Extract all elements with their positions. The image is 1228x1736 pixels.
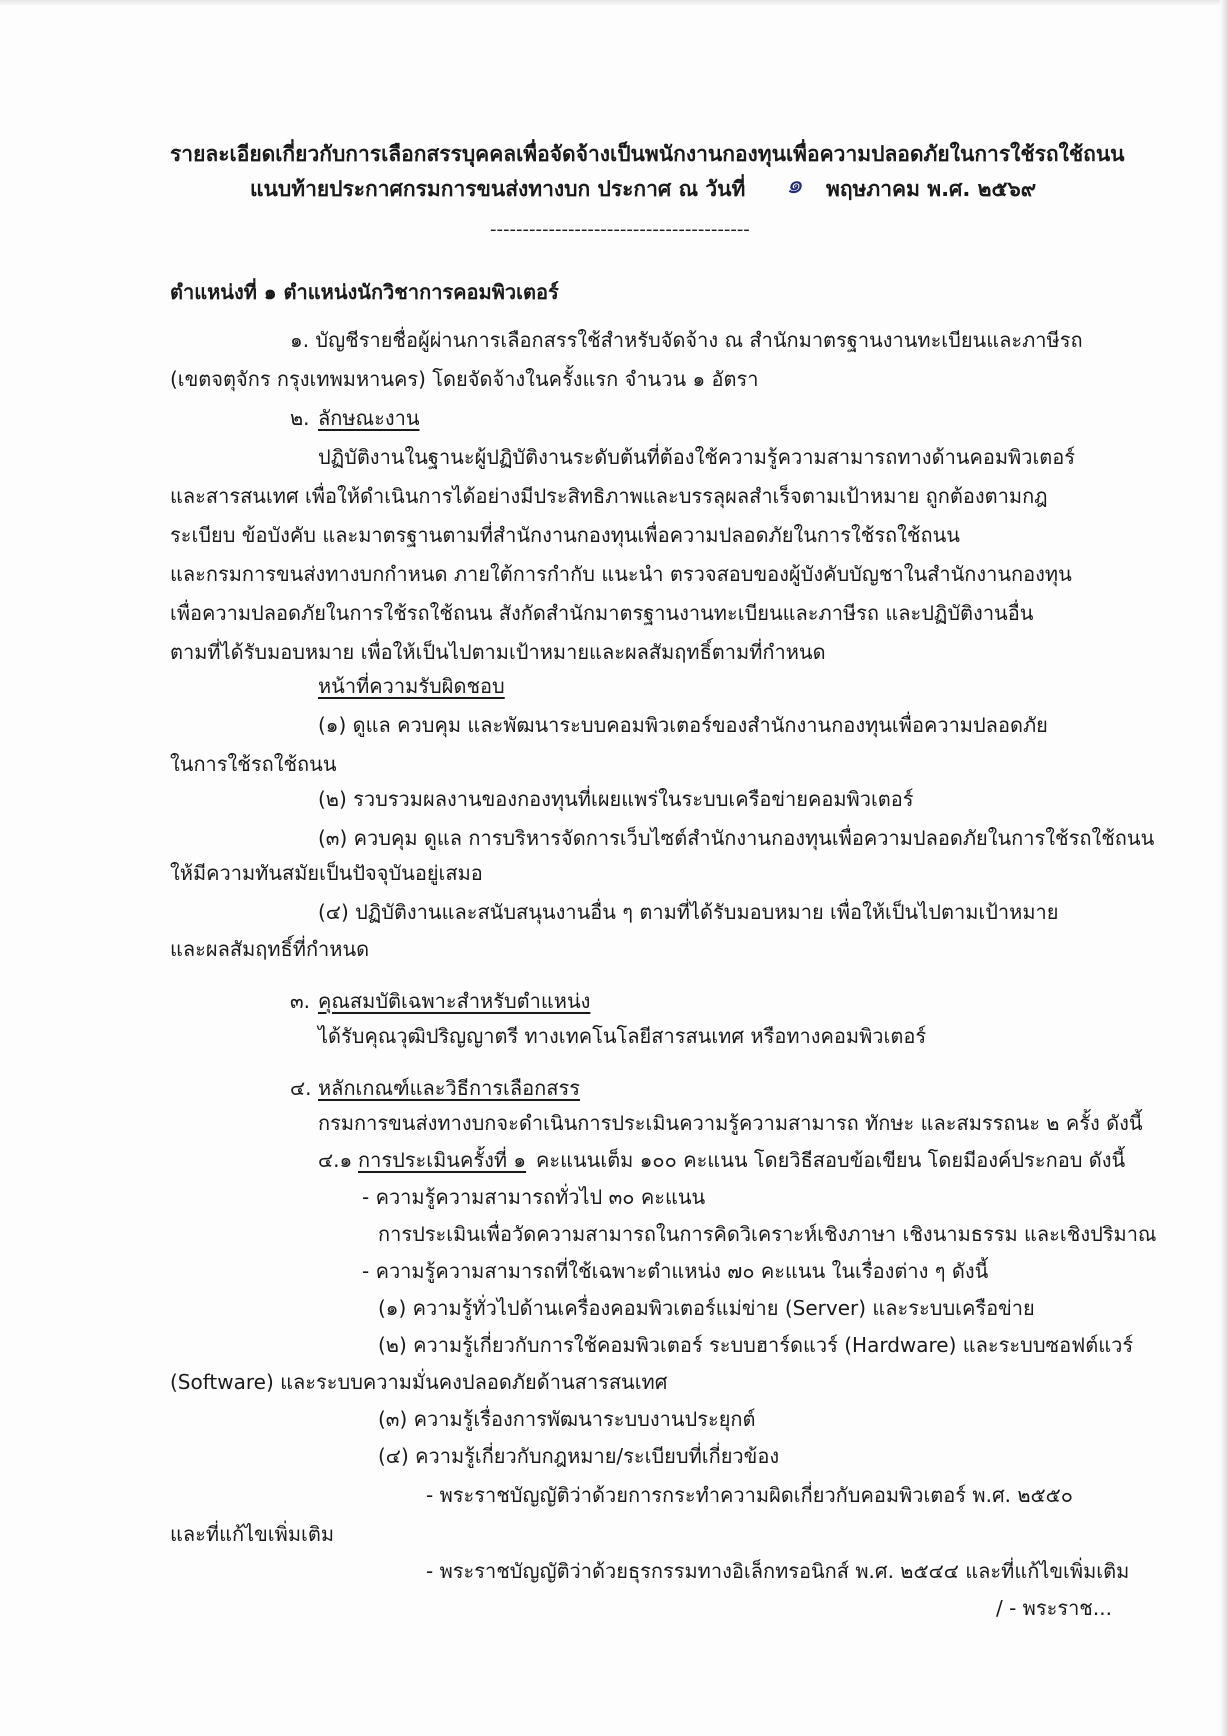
section3-heading: คุณสมบัติเฉพาะสำหรับตำแหน่ง xyxy=(318,989,591,1013)
section2-para-line: ปฏิบัติงานในฐานะผู้ปฏิบัติงานระดับต้นที่ต้องใช้ความรู้ความสามารถทางด้านคอมพิวเตอร์ xyxy=(318,445,1076,469)
section4-intro: กรมการขนส่งทางบกจะดำเนินการประเมินความรู้ความสามารถ ทักษะ และสมรรถนะ ๒ ครั้ง ดังนี้ xyxy=(318,1111,1143,1135)
section4-sub-heading: การประเมินครั้งที่ ๑ xyxy=(358,1148,527,1172)
section1-line-1: ๑. บัญชีรายชื่อผู้ผ่านการเลือกสรรใช้สำหรับจัดจ้าง ณ สำนักมาตรฐานงานทะเบียนและภาษีรถ xyxy=(290,328,1083,352)
criteria-item: การประเมินเพื่อวัดความสามารถในการคิดวิเคราะห์เชิงภาษา เชิงนามธรรม และเชิงปริมาณ xyxy=(378,1222,1157,1246)
section2-heading: ลักษณะงาน xyxy=(318,406,420,430)
criteria-item: (๔) ความรู้เกี่ยวกับกฎหมาย/ระเบียบที่เกี่ยวข้อง xyxy=(378,1444,780,1468)
title-line-2-prefix: แนบท้ายประกาศกรมการขนส่งทางบก ประกาศ ณ วันที่ xyxy=(250,177,746,201)
law-item: - พระราชบัญญัติว่าด้วยการกระทำความผิดเกี่ยวกับคอมพิวเตอร์ พ.ศ. ๒๕๕๐ xyxy=(426,1483,1074,1507)
criteria-item: (Software) และระบบความมั่นคงปลอดภัยด้านสารสนเทศ xyxy=(170,1370,668,1394)
scan-edge xyxy=(1220,0,1228,1736)
title-separator: ---------------------------------------- xyxy=(490,219,750,240)
section2-para-line: ตามที่ได้รับมอบหมาย เพื่อให้เป็นไปตามเป้าหมายและผลสัมฤทธิ์ตามที่กำหนด xyxy=(170,640,826,664)
section2-para-line: และสารสนเทศ เพื่อให้ดำเนินการได้อย่างมีประสิทธิภาพและบรรลุผลสำเร็จตามเป้าหมาย ถูกต้องตามกฎ xyxy=(170,484,1048,508)
section2-para-line: ระเบียบ ข้อบังคับ และมาตรฐานตามที่สำนักงานกองทุนเพื่อความปลอดภัยในการใช้รถใช้ถนน xyxy=(170,523,960,547)
criteria-item: (๓) ความรู้เรื่องการพัฒนาระบบงานประยุกต์ xyxy=(378,1407,756,1431)
section4-sub-number: ๔.๑ xyxy=(318,1148,353,1172)
criteria-item: (๑) ความรู้ทั่วไปด้านเครื่องคอมพิวเตอร์แม่ข่าย (Server) และระบบเครือข่าย xyxy=(378,1296,1035,1320)
continuation-marker: / - พระราช... xyxy=(996,1596,1112,1620)
duty-line: และผลสัมฤทธิ์ที่กำหนด xyxy=(170,937,370,961)
section2-para-line: เพื่อความปลอดภัยในการใช้รถใช้ถนน สังกัดสำนักมาตรฐานงานทะเบียนและภาษีรถ และปฏิบัติงานอื่น xyxy=(170,601,1034,625)
duty-line: ให้มีความทันสมัยเป็นปัจจุบันอยู่เสมอ xyxy=(170,861,483,885)
section2-number: ๒. xyxy=(290,406,310,430)
title-line-1: รายละเอียดเกี่ยวกับการเลือกสรรบุคคลเพื่อจัดจ้างเป็นพนักงานกองทุนเพื่อความปลอดภัยในการใช้รถใช้ถนน xyxy=(170,142,1125,166)
duties-heading: หน้าที่ความรับผิดชอบ xyxy=(318,674,505,698)
section4-number: ๔. xyxy=(290,1076,312,1100)
law-item: - พระราชบัญญัติว่าด้วยธุรกรรมทางอิเล็กทรอนิกส์ พ.ศ. ๒๕๔๔ และที่แก้ไขเพิ่มเติม xyxy=(426,1559,1130,1583)
criteria-item: (๒) ความรู้เกี่ยวกับการใช้คอมพิวเตอร์ ระบบฮาร์ดแวร์ (Hardware) และระบบซอฟต์แวร์ xyxy=(378,1333,1134,1357)
duty-line: ในการใช้รถใช้ถนน xyxy=(170,752,337,776)
section3-number: ๓. xyxy=(290,989,311,1013)
position-heading: ตำแหน่งที่ ๑ ตำแหน่งนักวิชาการคอมพิวเตอร์ xyxy=(170,280,559,304)
section1-line-2: (เขตจตุจักร กรุงเทพมหานคร) โดยจัดจ้างในครั้งแรก จำนวน ๑ อัตรา xyxy=(170,367,759,391)
criteria-item: - ความรู้ความสามารถที่ใช้เฉพาะตำแหน่ง ๗๐ คะแนน ในเรื่องต่าง ๆ ดังนี้ xyxy=(362,1259,989,1283)
duty-line: (๓) ควบคุม ดูแล การบริหารจัดการเว็บไซต์สำนักงานกองทุนเพื่อความปลอดภัยในการใช้รถใช้ถนน xyxy=(318,826,1155,850)
duty-line: (๔) ปฏิบัติงานและสนับสนุนงานอื่น ๆ ตามที่ได้รับมอบหมาย เพื่อให้เป็นไปตามเป้าหมาย xyxy=(318,900,1059,924)
duty-line: (๑) ดูแล ควบคุม และพัฒนาระบบคอมพิวเตอร์ของสำนักงานกองทุนเพื่อความปลอดภัย xyxy=(318,713,1048,737)
scan-edge xyxy=(0,0,1228,6)
section4-heading: หลักเกณฑ์และวิธีการเลือกสรร xyxy=(318,1076,580,1100)
duty-line: (๒) รวบรวมผลงานของกองทุนที่เผยแพร่ในระบบเครือข่ายคอมพิวเตอร์ xyxy=(318,787,914,811)
section2-para-line: และกรมการขนส่งทางบกกำหนด ภายใต้การกำกับ แนะนำ ตรวจสอบของผู้บังคับบัญชาในสำนักงานกองทุน xyxy=(170,562,1072,586)
title-line-2-suffix: พฤษภาคม พ.ศ. ๒๕๖๙ xyxy=(826,177,1037,201)
section4-sub-rest: คะแนนเต็ม ๑๐๐ คะแนน โดยวิธีสอบข้อเขียน โดยมีองค์ประกอบ ดังนี้ xyxy=(536,1148,1126,1172)
law-item: และที่แก้ไขเพิ่มเติม xyxy=(170,1522,335,1546)
handwritten-day: ๑ xyxy=(786,170,803,200)
section3-text: ได้รับคุณวุฒิปริญญาตรี ทางเทคโนโลยีสารสนเทศ หรือทางคอมพิวเตอร์ xyxy=(318,1024,927,1048)
criteria-item: - ความรู้ความสามารถทั่วไป ๓๐ คะแนน xyxy=(362,1185,706,1209)
